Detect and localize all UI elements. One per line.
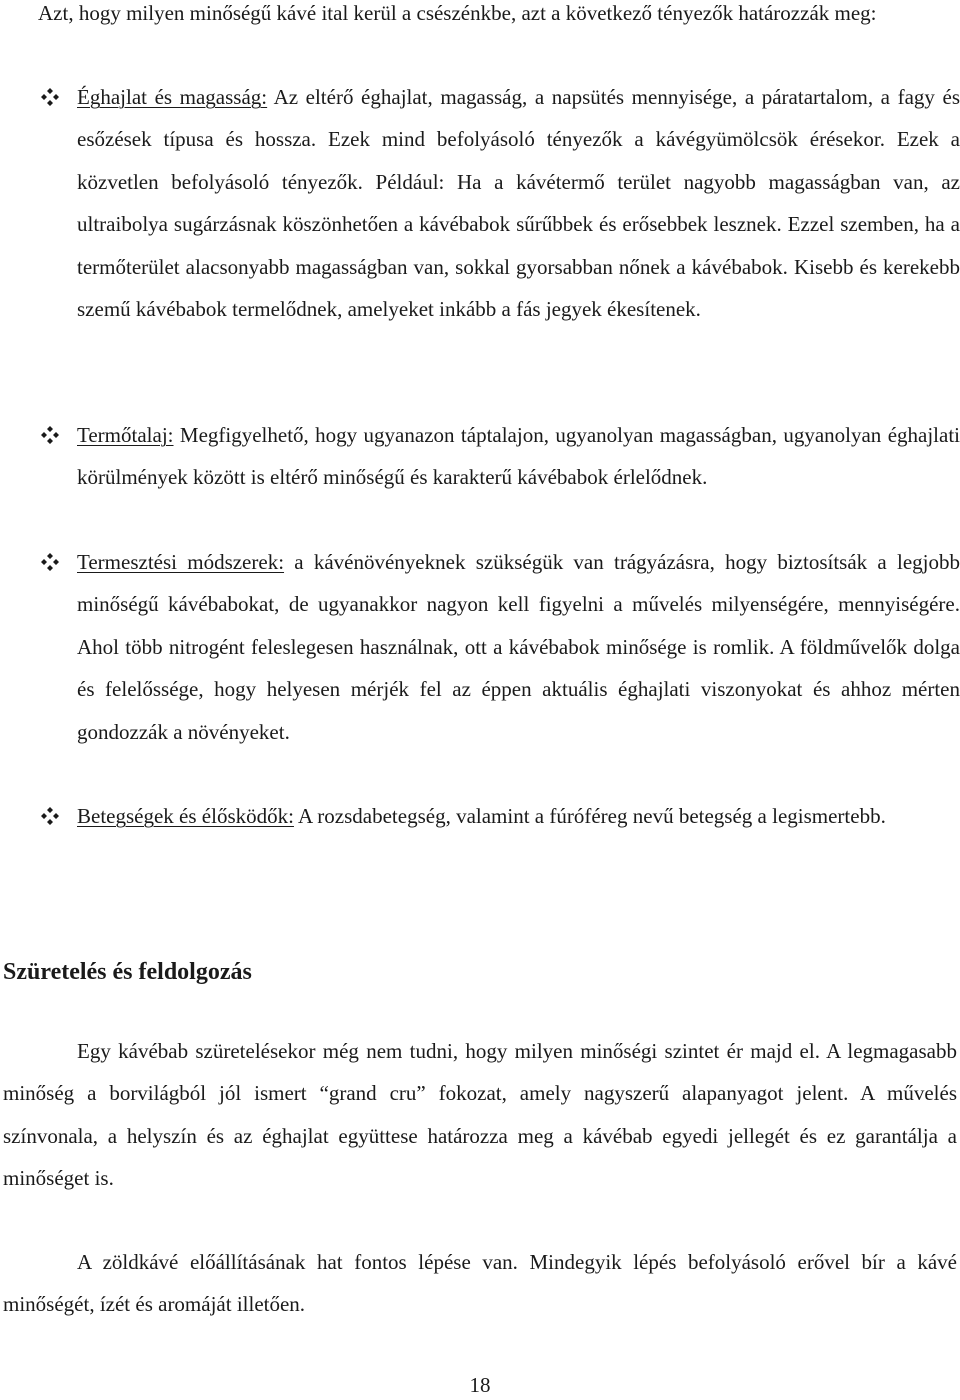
factor-text bbox=[77, 541, 960, 753]
factor-term: Termesztési módszerek: bbox=[77, 550, 285, 574]
factor-text bbox=[77, 76, 960, 330]
four-diamond-bullet-icon bbox=[40, 87, 60, 107]
section-heading: Szüretelés és feldolgozás bbox=[3, 959, 252, 985]
factor-description: A rozsdabetegség, valamint a fúróféreg nevű betegség a legismertebb. bbox=[293, 804, 886, 828]
factor-term: Éghajlat és magasság: bbox=[77, 85, 268, 109]
factor-term: Termőtalaj: bbox=[77, 423, 174, 447]
factor-description: Megfigyelhető, hogy ugyanazon táptalajon, ugyanolyan magasságban, ugyanolyan éghajlati körülmények között is eltérő minőségű és karakterű kávébabok érlelődnek. bbox=[77, 423, 960, 490]
factor-description: Az eltérő éghajlat, magasság, a napsütés mennyisége, a páratartalom, a fagy és esőzések típusa és hossza. Ezek mind befolyásoló tényezők a kávégyümölcsök érésekor. Ezek a közvetlen befolyásoló tényezők. Például: Ha a kávétermő terület nagyobb magasságban van, az ultraibolya sugárzásnak köszönhetően a kávébabok sűrűbbek és erősebbek lesznek. Ezzel szemben, ha a termőterület alacsonyabb magasságban van, sokkal gyorsabban nőnek a kávébabok. Kisebb és kerekebb szemű kávébabok termelődnek, amelyeket inkább a fás jegyek ékesítenek. bbox=[77, 85, 960, 322]
intro-paragraph: Azt, hogy milyen minőségű kávé ital kerül a csészénkbe, azt a következő tényezők határozzák meg: bbox=[38, 1, 877, 25]
factor-term: Betegségek és élősködők: bbox=[77, 804, 294, 828]
page-number: 18 bbox=[469, 1373, 491, 1397]
body-paragraph: A zöldkávé előállításának hat fontos lépése van. Mindegyik lépés befolyásoló erővel bír a kávé minőségét, ízét és aromáját illetően. bbox=[3, 1250, 957, 1317]
factor-description: a kávénövényeknek szükségük van trágyázásra, hogy biztosítsák a legjobb minőségű kávébabokat, de ugyanakkor nagyon kell figyelni a művelés milyenségére, mennyiségére. Ahol több nitrogént feleslegesen használnak, ott a kávébabok minősége is romlik. A földművelők dolga és felelőssége, hogy helyesen mérjék fel az éppen aktuális éghajlati viszonyokat és ahhoz mérten gondozzák a növényeket. bbox=[77, 550, 960, 744]
four-diamond-bullet-icon bbox=[40, 806, 60, 826]
factor-text bbox=[77, 414, 960, 499]
body-paragraph: Egy kávébab szüretelésekor még nem tudni, hogy milyen minőségi szintet ér majd el. A legmagasabb minőség a borvilágból jól ismert “grand cru” fokozat, amely nagyszerű alapanyagot jelent. A művelés színvonala, a helyszín és az éghajlat együttese határozza meg a kávébab egyedi jellegét és ez garantálja a minőséget is. bbox=[3, 1039, 957, 1191]
four-diamond-bullet-icon bbox=[40, 552, 60, 572]
factor-text bbox=[77, 795, 960, 837]
four-diamond-bullet-icon bbox=[40, 425, 60, 445]
